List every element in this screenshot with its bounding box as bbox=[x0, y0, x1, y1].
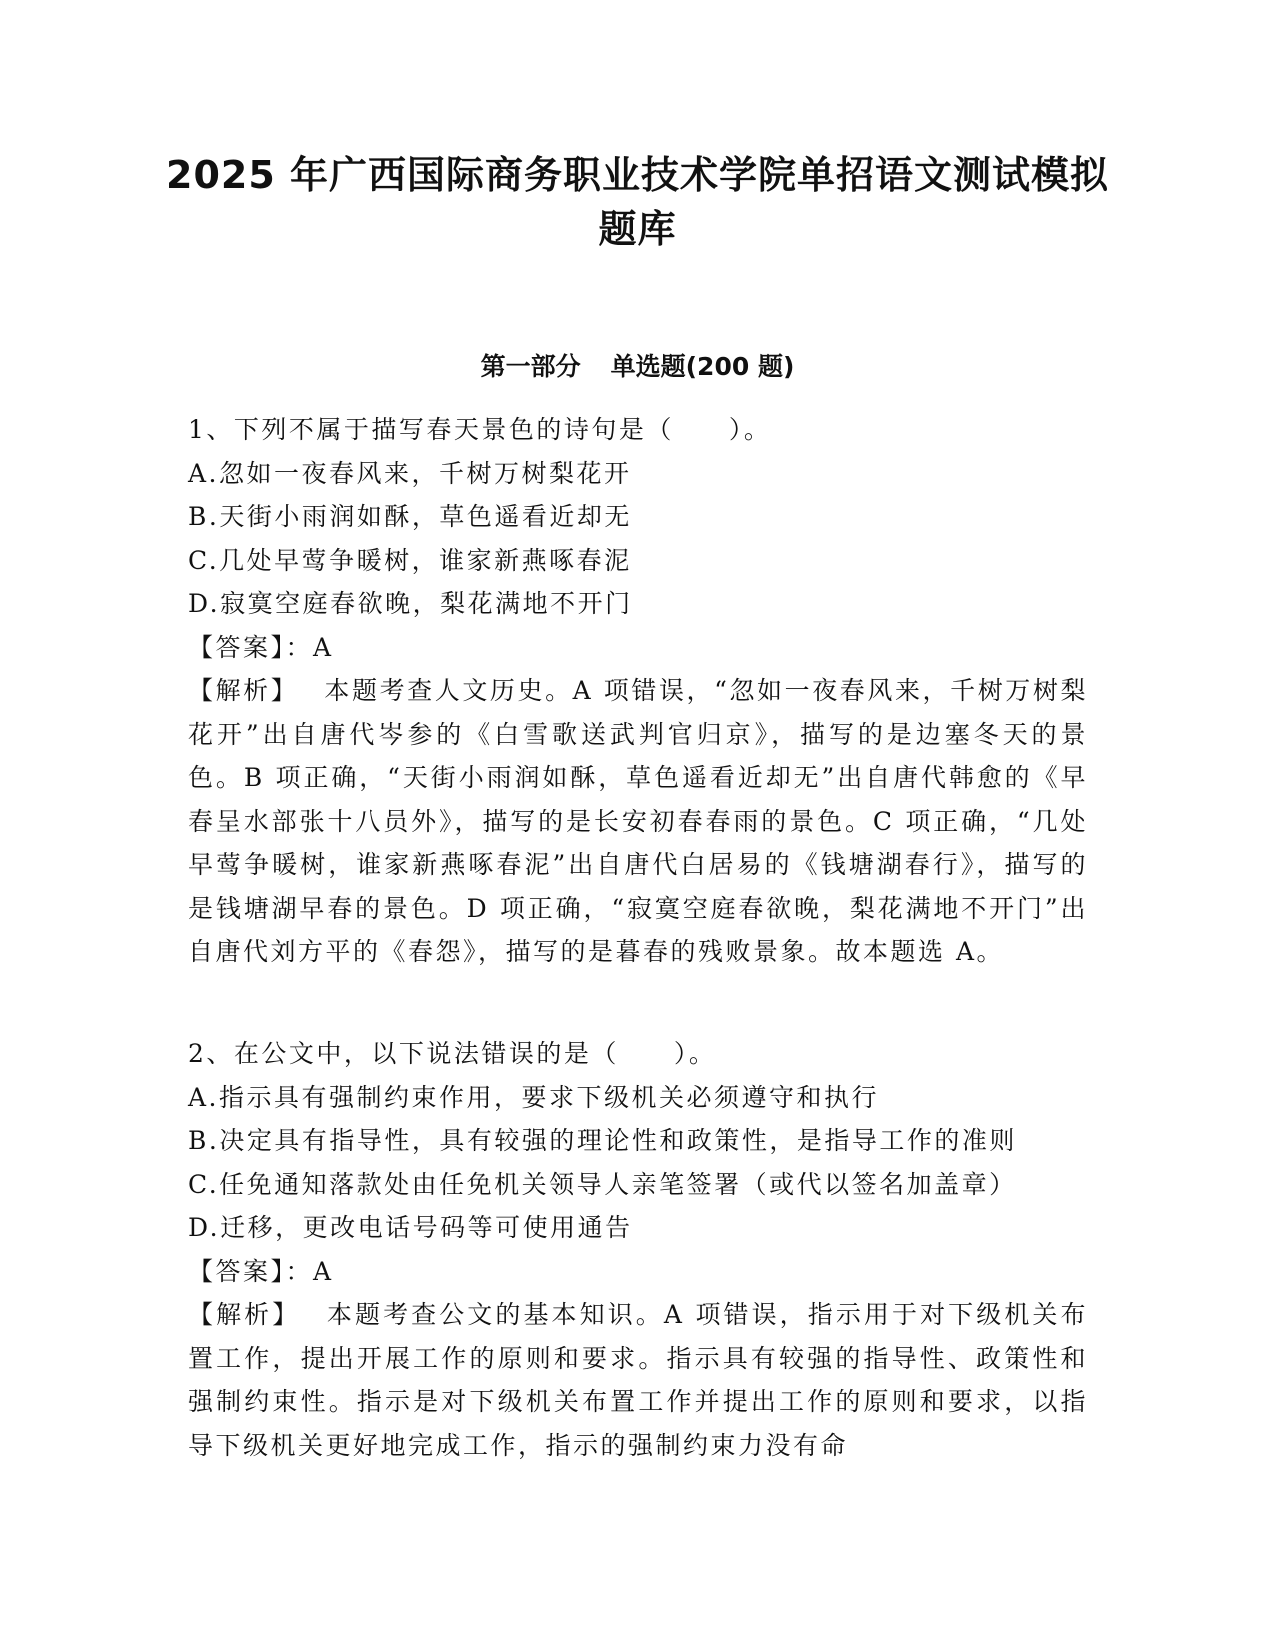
option-a: A.忽如一夜春风来，千树万树梨花开 bbox=[188, 458, 632, 488]
document-title-line1: 2025 年广西国际商务职业技术学院单招语文测试模拟 bbox=[166, 153, 1109, 197]
answer-value: A bbox=[313, 632, 334, 662]
question-stem: 1、下列不属于描写春天景色的诗句是（ ）。 bbox=[188, 415, 772, 444]
answer-line bbox=[188, 1250, 1088, 1294]
answer-label: 【答案】： bbox=[188, 632, 314, 662]
question-2 bbox=[188, 1032, 1088, 1467]
analysis-label: 【解析】 bbox=[188, 1300, 301, 1329]
question-1 bbox=[188, 408, 1088, 974]
option-d: D.寂寞空庭春欲晚，梨花满地不开门 bbox=[188, 589, 633, 618]
option-b: B.决定具有指导性，具有较强的理论性和政策性，是指导工作的准则 bbox=[188, 1126, 1017, 1155]
section-title-label: 单选题(200 题) bbox=[610, 352, 795, 381]
answer-value: A bbox=[313, 1256, 334, 1286]
option-b: B.天街小雨润如酥，草色遥看近却无 bbox=[188, 502, 632, 531]
question-stem: 2、在公文中，以下说法错误的是（ ）。 bbox=[188, 1039, 717, 1068]
section-title-part: 第一部分 bbox=[480, 352, 581, 381]
section-title bbox=[150, 350, 1125, 384]
answer-label: 【答案】： bbox=[188, 1256, 314, 1286]
analysis-label: 【解析】 bbox=[188, 676, 299, 705]
option-c: C.任免通知落款处由任免机关领导人亲笔签署（或代以签名加盖章） bbox=[188, 1169, 1017, 1199]
analysis-text: 本题考查公文的基本知识。A 项错误，指示用于对下级机关布置工作，提出开展工作的原则和要求。指示具有较强的指导性、政策性和强制约束性。指示是对下级机关布置工作并提出工作的原则和要求，以指导下级机关更好地完成工作，指示的强制约束力没有命 bbox=[188, 1300, 1088, 1460]
answer-line bbox=[188, 626, 1088, 670]
analysis-text: 本题考查人文历史。A 项错误，“忽如一夜春风来，千树万树梨花开”出自唐代岑参的《白雪歌送武判官归京》，描写的是边塞冬天的景色。B 项正确，“天街小雨润如酥，草色遥看近却无”出自唐代韩愈的《早春呈水部张十八员外》，描写的是长安初春春雨的景色。C 项正确，“几处早莺争暖树，谁家新燕啄春泥”出自唐代白居易的《钱塘湖春行》，描写的是钱塘湖早春的景色。D 项正确，“寂寞空庭春欲晚，梨花满地不开门”出自唐代刘方平的《春怨》，描写的是暮春的残败景象。故本题选 A。 bbox=[188, 676, 1088, 966]
option-c: C.几处早莺争暖树，谁家新燕啄春泥 bbox=[188, 545, 632, 575]
document-title-line2: 题库 bbox=[598, 207, 677, 251]
document-title bbox=[150, 148, 1125, 256]
option-d: D.迁移，更改电话号码等可使用通告 bbox=[188, 1213, 633, 1242]
analysis-paragraph bbox=[188, 669, 1088, 974]
option-a: A.指示具有强制约束作用，要求下级机关必须遵守和执行 bbox=[188, 1082, 880, 1112]
analysis-paragraph bbox=[188, 1293, 1088, 1467]
